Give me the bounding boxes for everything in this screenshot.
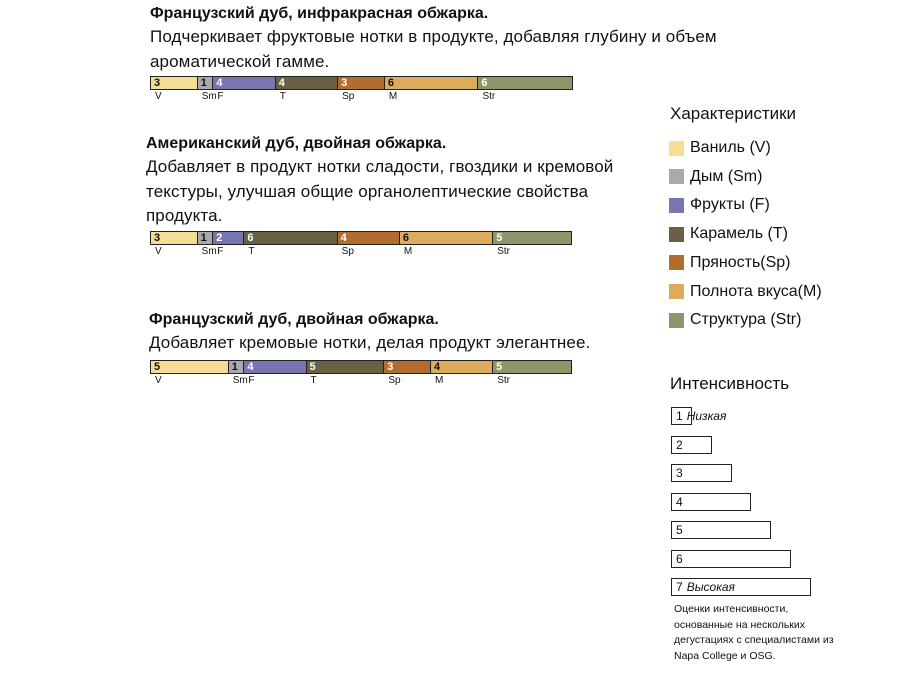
bar-axis-label: T (310, 375, 317, 386)
intensity-level-6 (671, 550, 791, 568)
legend-label: Ваниль (V) (690, 139, 771, 156)
bar-axis-label: M (403, 246, 413, 257)
profile-description: Подчеркивает фруктовые нотки в продукте, добавляя глубину и объем ароматической гамме. (150, 27, 717, 71)
bar-axis-label: T (248, 246, 255, 257)
legend-swatch (669, 255, 684, 270)
intensity-level-number: 5 (676, 523, 683, 537)
intensity-level-3 (671, 464, 732, 482)
intensity-level-number: 4 (676, 494, 683, 509)
intensity-level-1 (671, 407, 727, 425)
intensity-level-number: 7 (676, 580, 683, 594)
profile-title: Французский дуб, инфракрасная обжарка. (150, 5, 489, 22)
bar-axis-label: V (155, 246, 162, 257)
bar-axis-label: M (388, 91, 398, 102)
intensity-level-number: 1 (676, 409, 683, 423)
legend-label: Фрукты (F) (690, 196, 770, 214)
bar-axis-label: Sm (201, 246, 217, 257)
bar-segment-t: 6 (244, 232, 337, 244)
bar-axis-label: F (248, 375, 255, 386)
legend-swatch (669, 313, 684, 328)
intensity-level-5 (671, 521, 771, 539)
bar-axis-label: Str (482, 91, 496, 102)
intensity-level-number: 6 (676, 551, 683, 566)
legend-swatch (669, 198, 684, 213)
bar-axis-label: Str (497, 246, 510, 257)
legend-label: Полнота вкуса(M) (690, 282, 822, 300)
intensity-bar (150, 360, 572, 374)
legend-label: Карамель (T) (690, 225, 788, 243)
bar-segment-sm: 1 (198, 232, 214, 244)
legend-label: Дым (Sm) (690, 167, 763, 185)
bar-axis-label: T (279, 91, 286, 102)
bar-axis-label: F (217, 246, 224, 257)
bar-axis-label: Sp (342, 91, 355, 102)
intensity-level-7 (671, 578, 811, 596)
legend-item-m (669, 282, 822, 302)
profile-title: Американский дуб, двойная обжарка. (146, 135, 447, 152)
bar-segment-m: 4 (431, 361, 493, 373)
bar-segment-sm: 1 (198, 77, 214, 89)
bar-segment-f: 2 (213, 232, 244, 244)
bar-axis-label: Str (497, 375, 510, 386)
legend-label: Пряность(Sp) (690, 253, 791, 271)
profile-description: Добавляет в продукт нотки сладости, гвоздики и кремовой текстуры, улучшая общие органолептические свойства продукта. (146, 157, 614, 225)
bar-axis-label: Sm (232, 375, 248, 386)
bar-axis-label: V (155, 375, 162, 386)
intensity-bar (150, 76, 573, 90)
bar-segment-m: 6 (400, 232, 493, 244)
legend-swatch (669, 227, 684, 242)
intensity-title: Интенсивность (670, 374, 790, 393)
bar-axis-label: Sp (388, 375, 401, 386)
intensity-level-number: 3 (676, 466, 683, 480)
bar-segment-t: 4 (276, 77, 338, 89)
legend-item-v (669, 138, 771, 158)
legend-item-str (669, 310, 801, 330)
legend-swatch (669, 141, 684, 156)
bar-segment-sp: 3 (384, 361, 431, 373)
bar-segment-str: 5 (493, 361, 571, 373)
bar-axis-label: Sp (341, 246, 354, 257)
bar-segment-v: 5 (151, 361, 229, 373)
bar-segment-sm: 1 (229, 361, 245, 373)
bar-segment-sp: 3 (338, 77, 385, 89)
legend-item-sp (669, 253, 791, 273)
intensity-level-text: Низкая (686, 409, 727, 423)
bar-axis-label: F (217, 91, 224, 102)
legend-swatch (669, 169, 684, 184)
bar-segment-str: 6 (478, 77, 572, 89)
legend-item-sm (669, 167, 762, 187)
bar-axis-label: Sm (201, 91, 217, 102)
intensity-level-2 (671, 436, 712, 454)
bar-segment-f: 4 (213, 77, 275, 89)
bar-segment-str: 5 (493, 232, 571, 244)
bar-segment-m: 6 (385, 77, 479, 89)
legend-item-t (669, 224, 788, 244)
intensity-level-4 (671, 493, 751, 511)
intensity-bar (150, 231, 572, 245)
bar-axis-label: M (435, 375, 444, 386)
bar-segment-v: 3 (151, 77, 198, 89)
legend-swatch (669, 284, 684, 299)
profile-title: Французский дуб, двойная обжарка. (149, 311, 439, 328)
bar-segment-sp: 4 (338, 232, 400, 244)
bar-segment-t: 5 (307, 361, 385, 373)
bar-segment-v: 3 (151, 232, 198, 244)
intensity-level-number: 2 (676, 437, 683, 452)
intensity-note: Оценки интенсивности, основанные на нескольких дегустациях с специалистами из Napa College и OSG. (674, 603, 834, 662)
bar-axis-label: V (155, 91, 162, 102)
intensity-level-text: Высокая (686, 580, 735, 594)
legend-title: Характеристики (670, 104, 797, 123)
legend-label: Структура (Str) (690, 311, 802, 329)
bar-segment-f: 4 (244, 361, 306, 373)
legend-item-f (669, 195, 770, 215)
profile-description: Добавляет кремовые нотки, делая продукт элегантнее. (149, 333, 591, 352)
